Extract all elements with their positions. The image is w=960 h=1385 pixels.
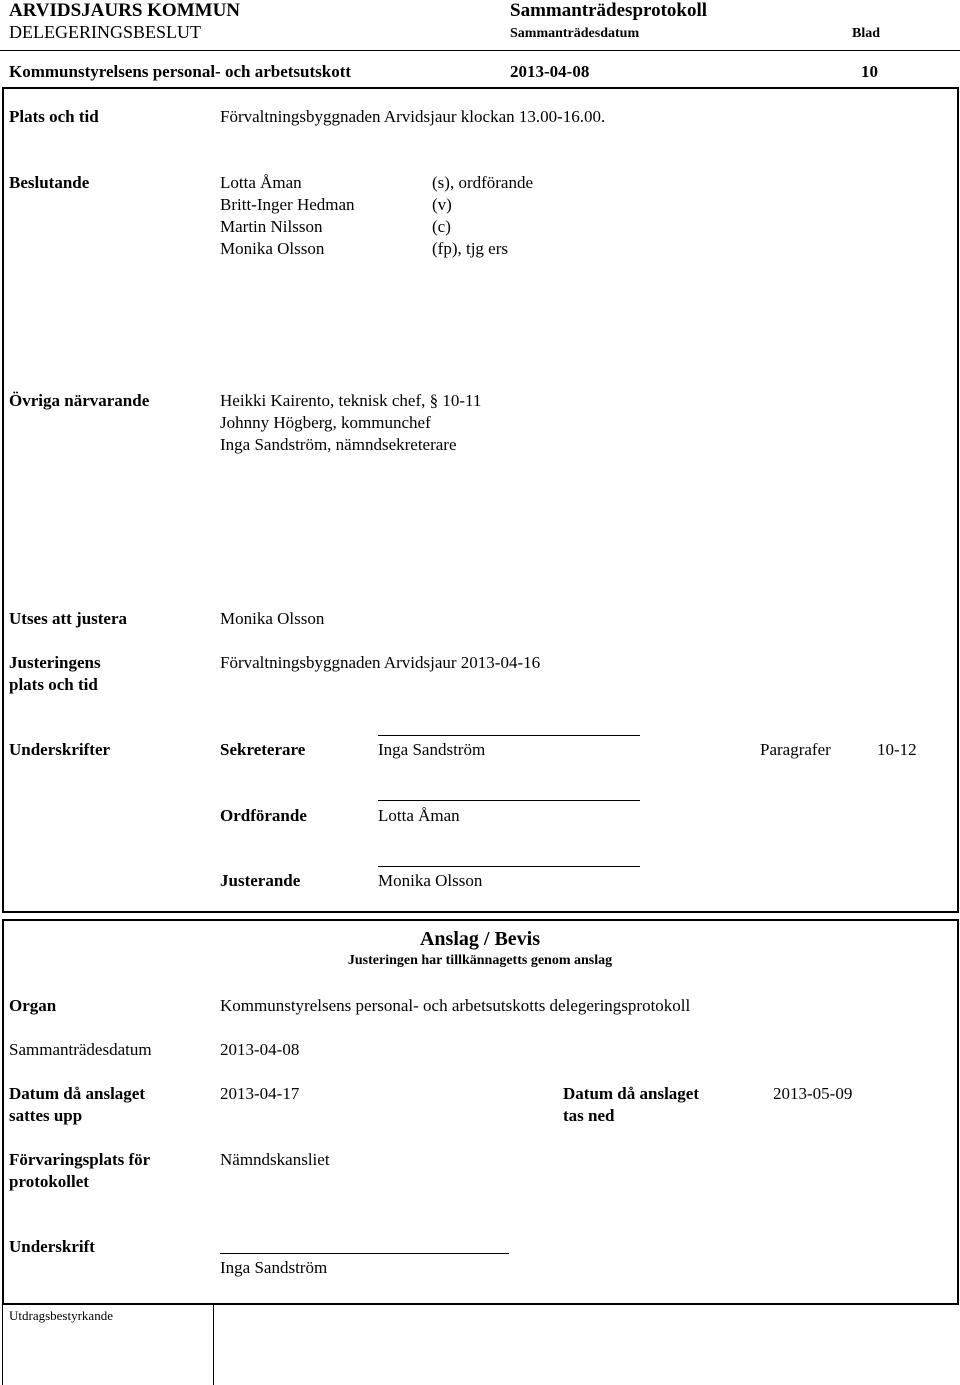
adjuster-value: Monika Olsson	[220, 609, 325, 628]
organ-value: Kommunstyrelsens personal- och arbetsutskotts delegeringsprotokoll	[220, 996, 691, 1015]
meeting-date: 2013-04-08	[510, 62, 590, 81]
secretary-role: Sekreterare	[220, 740, 306, 759]
others-label: Övriga närvarande	[9, 391, 150, 410]
footer-divider	[2, 1304, 959, 1305]
deciding-role: (v)	[432, 195, 452, 214]
place-value: Förvaltningsbyggnaden Arvidsjaur klockan 13.00-16.00.	[220, 107, 606, 126]
footer-left-edge	[2, 1304, 3, 1385]
page-number: 10	[861, 62, 878, 81]
adjuster-role: Justerande	[220, 871, 301, 890]
adjuster-label: Utses att justera	[9, 609, 128, 628]
notice-date-label: Sammanträdesdatum	[9, 1040, 152, 1059]
deciding-name: Monika Olsson	[220, 239, 325, 258]
other-attendee: Johnny Högberg, kommunchef	[220, 413, 431, 432]
chair-signature-line	[378, 800, 640, 801]
secretary-signature-line	[378, 735, 640, 736]
document-type: Sammanträdesprotokoll	[510, 0, 708, 21]
deciding-role: (c)	[432, 217, 451, 236]
other-attendee: Inga Sandström, nämndsekreterare	[220, 435, 457, 454]
notice-title: Anslag / Bevis	[419, 928, 541, 950]
removed-label: tas ned	[563, 1106, 615, 1125]
removed-value: 2013-05-09	[773, 1084, 853, 1103]
adjuster-name: Monika Olsson	[378, 871, 483, 890]
footer-separator	[213, 1304, 214, 1385]
storage-label: protokollet	[9, 1172, 89, 1191]
organization-name: ARVIDSJAURS KOMMUN	[9, 0, 241, 21]
deciding-label: Beslutande	[9, 173, 90, 192]
header-divider	[0, 50, 960, 51]
notice-date-value: 2013-04-08	[220, 1040, 300, 1059]
storage-label: Förvaringsplats för	[9, 1150, 151, 1169]
notice-signature-line	[220, 1253, 509, 1254]
paragraphs-label: Paragrafer	[760, 740, 831, 759]
posted-value: 2013-04-17	[220, 1084, 300, 1103]
adjust-place-label: plats och tid	[9, 675, 98, 694]
removed-label: Datum då anslaget	[563, 1084, 700, 1103]
deciding-name: Lotta Åman	[220, 173, 302, 192]
deciding-name: Britt-Inger Hedman	[220, 195, 355, 214]
extract-label: Utdragsbestyrkande	[9, 1308, 113, 1323]
signatures-label: Underskrifter	[9, 740, 111, 759]
storage-value: Nämndskansliet	[220, 1150, 330, 1169]
paragraphs-value: 10-12	[877, 740, 917, 759]
document-subtype: DELEGERINGSBESLUT	[9, 22, 201, 42]
deciding-name: Martin Nilsson	[220, 217, 323, 236]
page-header-label: Blad	[852, 26, 881, 41]
organ-label: Organ	[9, 996, 57, 1015]
notice-signature-label: Underskrift	[9, 1237, 95, 1256]
secretary-name: Inga Sandström	[378, 740, 486, 759]
place-label: Plats och tid	[9, 107, 99, 126]
chair-role: Ordförande	[220, 806, 307, 825]
notice-signature-name: Inga Sandström	[220, 1258, 328, 1277]
date-header-label: Sammanträdesdatum	[510, 26, 640, 41]
chair-name: Lotta Åman	[378, 806, 460, 825]
posted-label: sattes upp	[9, 1106, 83, 1125]
deciding-role: (fp), tjg ers	[432, 239, 509, 258]
posted-label: Datum då anslaget	[9, 1084, 146, 1103]
deciding-role: (s), ordförande	[432, 173, 534, 192]
adjuster-signature-line	[378, 866, 640, 867]
other-attendee: Heikki Kairento, teknisk chef, § 10-11	[220, 391, 482, 410]
notice-box	[2, 919, 959, 1305]
adjust-place-value: Förvaltningsbyggnaden Arvidsjaur 2013-04-16	[220, 653, 541, 672]
protocol-box	[2, 87, 959, 913]
notice-subtitle: Justeringen har tillkännagetts genom anslag	[347, 953, 613, 968]
committee-name: Kommunstyrelsens personal- och arbetsutskott	[9, 62, 352, 81]
adjust-place-label: Justeringens	[9, 653, 101, 672]
